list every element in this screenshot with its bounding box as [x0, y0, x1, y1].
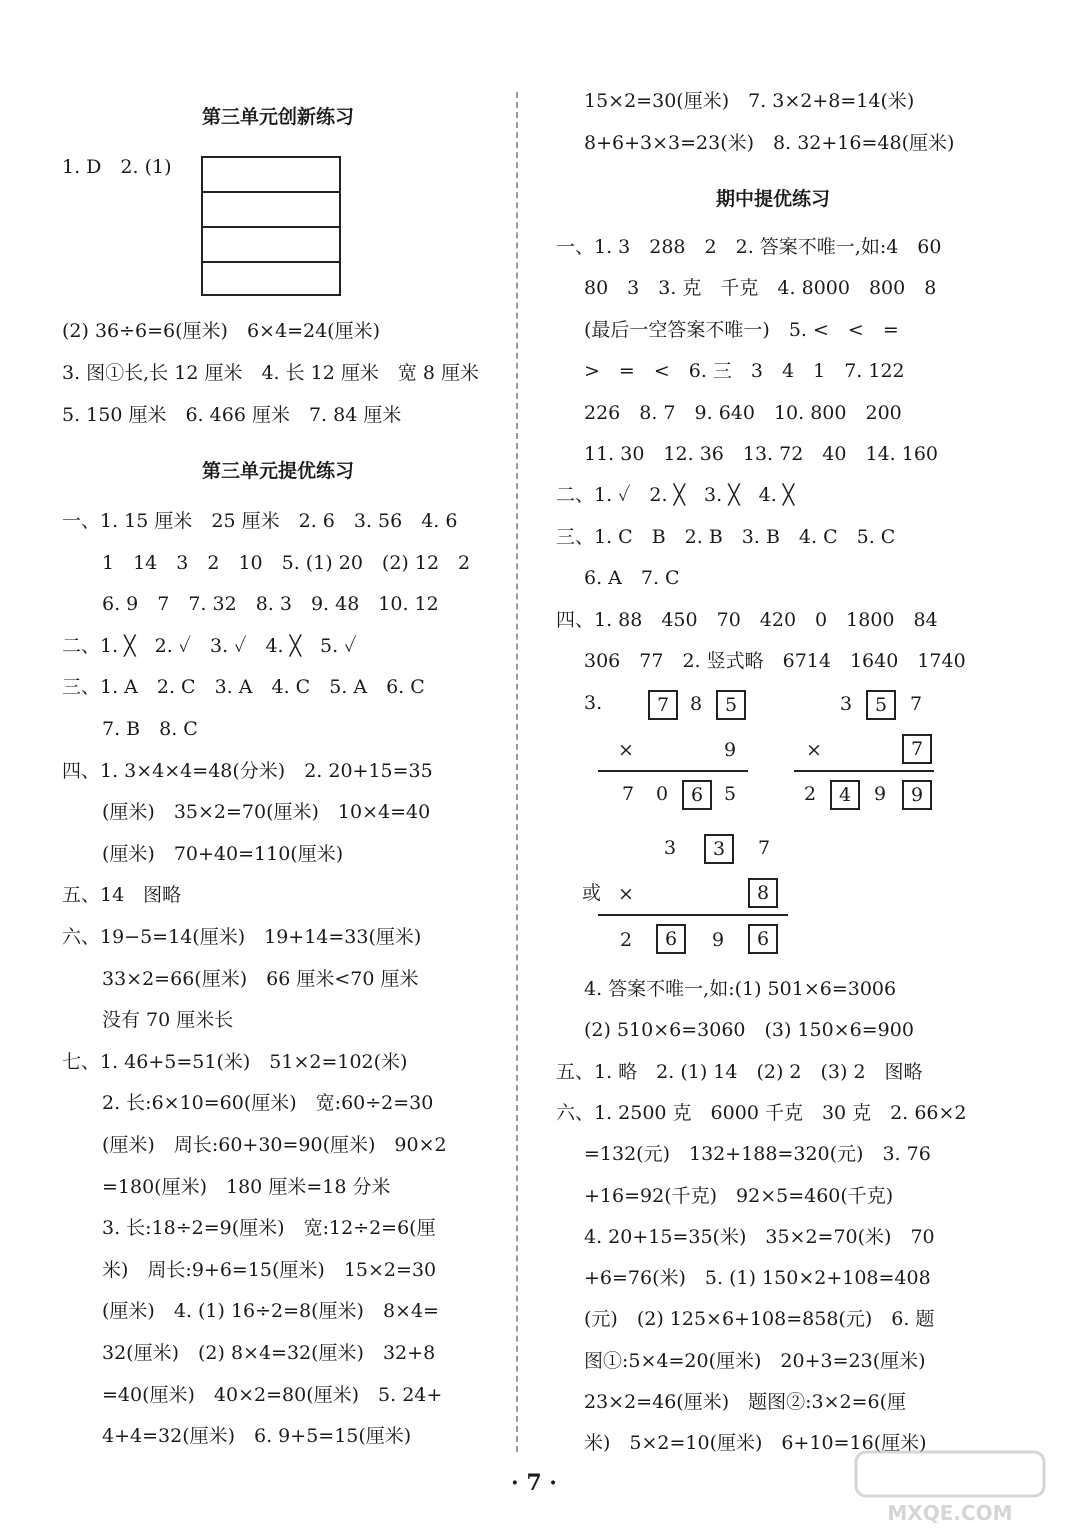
page-number: · 7 ·	[511, 1470, 557, 1496]
answer-line: 6. 9 7 7. 32 8. 3 9. 48 10. 12	[102, 593, 439, 616]
answer-line: 33×2=66(厘米) 66 厘米<70 厘米	[102, 967, 419, 990]
figure-divider	[203, 261, 339, 263]
answer-line: 七、1. 46+5=51(米) 51×2=102(米)	[62, 1050, 408, 1073]
result-line	[598, 770, 748, 772]
answer-line: 5. 150 厘米 6. 466 厘米 7. 84 厘米	[62, 404, 402, 426]
times-sign: ×	[618, 739, 634, 761]
answer-line: 一、1. 15 厘米 25 厘米 2. 6 3. 56 4. 6	[62, 510, 458, 532]
answer-line: > = < 6. 三 3 4 1 7. 122	[584, 360, 905, 383]
or-label: 或	[582, 882, 602, 904]
answer-box: 3	[704, 834, 734, 864]
digit: 9	[723, 739, 737, 761]
digit: 7	[757, 837, 771, 859]
answer-box: 7	[902, 734, 932, 764]
answer-line: 米) 周长:9+6=15(厘米) 15×2=30	[102, 1258, 437, 1281]
answer-line: 一、1. 3 288 2 2. 答案不唯一,如:4 60	[556, 236, 942, 258]
answer-line: (厘米) 70+40=110(厘米)	[102, 842, 344, 865]
times-sign: ×	[806, 739, 822, 761]
answer-line: 三、1. A 2. C 3. A 4. C 5. A 6. C	[62, 676, 425, 699]
digit: 8	[689, 693, 703, 715]
answer-line: 米) 5×2=10(厘米) 6+10=16(厘米)	[584, 1432, 927, 1455]
answer-line: (厘米) 35×2=70(厘米) 10×4=40	[102, 801, 431, 824]
section-title: 期中提优练习	[716, 188, 831, 210]
answer-line: (最后一空答案不唯一) 5. < < =	[584, 318, 899, 341]
answer-line: 五、1. 略 2. (1) 14 (2) 2 (3) 2 图略	[556, 1060, 923, 1083]
answer-line: 六、1. 2500 克 6000 千克 30 克 2. 66×2	[556, 1101, 967, 1124]
digit: 3	[663, 837, 677, 859]
answer-line: 二、1. ╳ 2. ✓ 3. ✓ 4. ╳ 5. ✓	[62, 634, 357, 657]
answer-line: 四、1. 88 450 70 420 0 1800 84	[556, 608, 938, 631]
answer-line: 3. 长:18÷2=9(厘米) 宽:12÷2=6(厘	[102, 1217, 436, 1240]
answer-line: 32(厘米) (2) 8×4=32(厘米) 32+8	[102, 1342, 436, 1364]
answer-line: =180(厘米) 180 厘米=18 分米	[102, 1175, 391, 1198]
answer-box: 6	[748, 924, 778, 954]
answer-box: 5	[716, 690, 746, 720]
answer-box: 6	[656, 924, 686, 954]
digit: 2	[619, 929, 633, 951]
digit: 3	[839, 693, 853, 715]
figure-divider	[203, 226, 339, 228]
answer-line: 6. A 7. C	[584, 567, 680, 590]
answer-line: 2. 长:6×10=60(厘米) 宽:60÷2=30	[102, 1092, 434, 1115]
answer-box: 5	[866, 690, 896, 720]
digit: 0	[655, 783, 669, 805]
answer-line: 4. 20+15=35(米) 35×2=70(米) 70	[584, 1225, 935, 1248]
result-line	[598, 914, 788, 916]
answer-line: =132(元) 132+188=320(元) 3. 76	[584, 1143, 931, 1166]
digit: 7	[909, 693, 923, 715]
digit: 2	[803, 783, 817, 805]
answer-line: 1 14 3 2 10 5. (1) 20 (2) 12 2	[102, 551, 471, 574]
digit: 9	[873, 783, 887, 805]
answer-line: 1. D 2. (1)	[62, 156, 172, 178]
answer-box: 8	[748, 878, 778, 908]
answer-line: 23×2=46(厘米) 题图②:3×2=6(厘	[584, 1391, 907, 1413]
answer-line: 没有 70 厘米长	[102, 1009, 234, 1032]
answer-line: 五、14 图略	[62, 884, 182, 907]
answer-line: 4. 答案不唯一,如:(1) 501×6=3006	[584, 978, 897, 1000]
answer-line: 图①:5×4=20(厘米) 20+3=23(厘米)	[584, 1349, 926, 1372]
answer-line: 11. 30 12. 36 13. 72 40 14. 160	[584, 443, 938, 465]
answer-line: 80 3 3. 克 千克 4. 8000 800 8	[584, 277, 937, 300]
answer-line: =40(厘米) 40×2=80(厘米) 5. 24+	[102, 1383, 443, 1406]
section-title: 第三单元创新练习	[202, 106, 355, 128]
watermark-text: MXQE.COM	[887, 1501, 1013, 1525]
rectangle-figure	[201, 156, 341, 296]
section-title: 第三单元提优练习	[202, 460, 355, 482]
answer-box: 7	[648, 690, 678, 720]
answer-line: 4+4=32(厘米) 6. 9+5=15(厘米)	[102, 1425, 412, 1448]
answer-line: 15×2=30(厘米) 7. 3×2+8=14(米)	[584, 90, 915, 112]
answer-box: 4	[830, 780, 860, 810]
answer-line: (厘米) 周长:60+30=90(厘米) 90×2	[102, 1134, 447, 1156]
answer-box: 9	[902, 780, 932, 810]
digit: 5	[723, 783, 737, 805]
figure-divider	[203, 191, 339, 193]
digit: 9	[711, 929, 725, 951]
column-divider	[516, 92, 518, 1452]
answer-line: 8+6+3×3=23(米) 8. 32+16=48(厘米)	[584, 132, 955, 154]
answer-line: (厘米) 4. (1) 16÷2=8(厘米) 8×4=	[102, 1300, 439, 1323]
answer-line: (元) (2) 125×6+108=858(元) 6. 题	[584, 1308, 935, 1331]
answer-line: 四、1. 3×4×4=48(分米) 2. 20+15=35	[62, 759, 433, 782]
answer-line: 306 77 2. 竖式略 6714 1640 1740	[584, 650, 966, 672]
answer-line: +6=76(米) 5. (1) 150×2+108=408	[584, 1267, 931, 1290]
answer-line: (2) 36÷6=6(厘米) 6×4=24(厘米)	[62, 320, 380, 342]
answer-line: 六、19−5=14(厘米) 19+14=33(厘米)	[62, 926, 422, 948]
item-label: 3.	[584, 692, 603, 714]
answer-box: 6	[682, 780, 712, 810]
answer-line: 三、1. C B 2. B 3. B 4. C 5. C	[556, 525, 896, 548]
answer-line: 7. B 8. C	[102, 718, 198, 740]
answer-line: (2) 510×6=3060 (3) 150×6=900	[584, 1019, 914, 1042]
digit: 7	[621, 783, 635, 805]
watermark-logo	[850, 1448, 1050, 1528]
times-sign: ×	[618, 883, 634, 905]
answer-line: 二、1. ✓ 2. ╳ 3. ╳ 4. ╳	[556, 484, 795, 507]
result-line	[794, 770, 934, 772]
answer-line: +16=92(千克) 92×5=460(千克)	[584, 1184, 894, 1207]
answer-line: 3. 图①长,长 12 厘米 4. 长 12 厘米 宽 8 厘米	[62, 362, 480, 384]
answer-line: 226 8. 7 9. 640 10. 800 200	[584, 401, 902, 424]
